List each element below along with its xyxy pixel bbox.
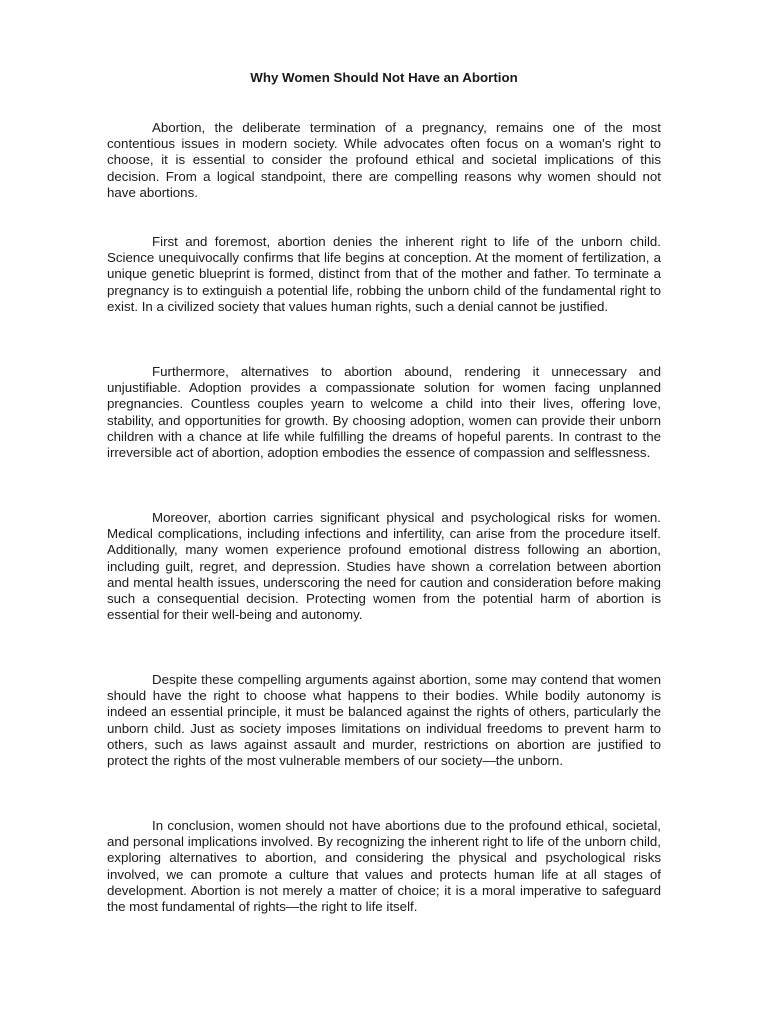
paragraph-counterargument: Despite these compelling arguments against abortion, some may contend that women should have the right to choose what happens to their bodies. While bodily autonomy is indeed an essential principle, it must be balanced against the rights of others, particularly the unborn child. Just as society imposes limitations on individual freedoms to prevent harm to others, such as laws against assault and murder, restrictions on abortion are justified to protect the rights of the most vulnerable members of our society—the unborn.: [107, 672, 661, 769]
paragraph-right-to-life: First and foremost, abortion denies the inherent right to life of the unborn child. Science unequivocally confirms that life begins at conception. At the moment of fertilization, a unique genetic blueprint is formed, distinct from that of the mother and father. To terminate a pregnancy is to extinguish a potential life, robbing the unborn child of the fundamental right to exist. In a civilized society that values human rights, such a denial cannot be justified.: [107, 234, 661, 314]
paragraph-risks: Moreover, abortion carries significant physical and psychological risks for women. Medical complications, including infections and infertility, can arise from the procedure itself. Additionally, many women experience profound emotional distress following an abortion, including guilt, regret, and depression. Studies have shown a correlation between abortion and mental health issues, underscoring the need for caution and consideration before making such a consequential decision. Protecting women from the potential harm of abortion is essential for their well-being and autonomy.: [107, 510, 661, 623]
paragraph-conclusion: In conclusion, women should not have abortions due to the profound ethical, societal, and personal implications involved. By recognizing the inherent right to life of the unborn child, exploring alternatives to abortion, and considering the physical and psychological risks involved, we can promote a culture that values and protects human life at all stages of development. Abortion is not merely a matter of choice; it is a moral imperative to safeguard the most fundamental of rights—the right to life itself.: [107, 818, 661, 915]
paragraph-alternatives: Furthermore, alternatives to abortion abound, rendering it unnecessary and unjustifiable. Adoption provides a compassionate solution for women facing unplanned pregnancies. Countless couples yearn to welcome a child into their lives, offering love, stability, and opportunities for growth. By choosing adoption, women can provide their unborn children with a chance at life while fulfilling the dreams of hopeful parents. In contrast to the irreversible act of abortion, adoption embodies the essence of compassion and selflessness.: [107, 364, 661, 461]
paragraph-introduction: Abortion, the deliberate termination of a pregnancy, remains one of the most contentious issues in modern society. While advocates often focus on a woman's right to choose, it is essential to consider the profound ethical and societal implications of this decision. From a logical standpoint, there are compelling reasons why women should not have abortions.: [107, 120, 661, 200]
document-title: Why Women Should Not Have an Abortion: [250, 70, 518, 85]
